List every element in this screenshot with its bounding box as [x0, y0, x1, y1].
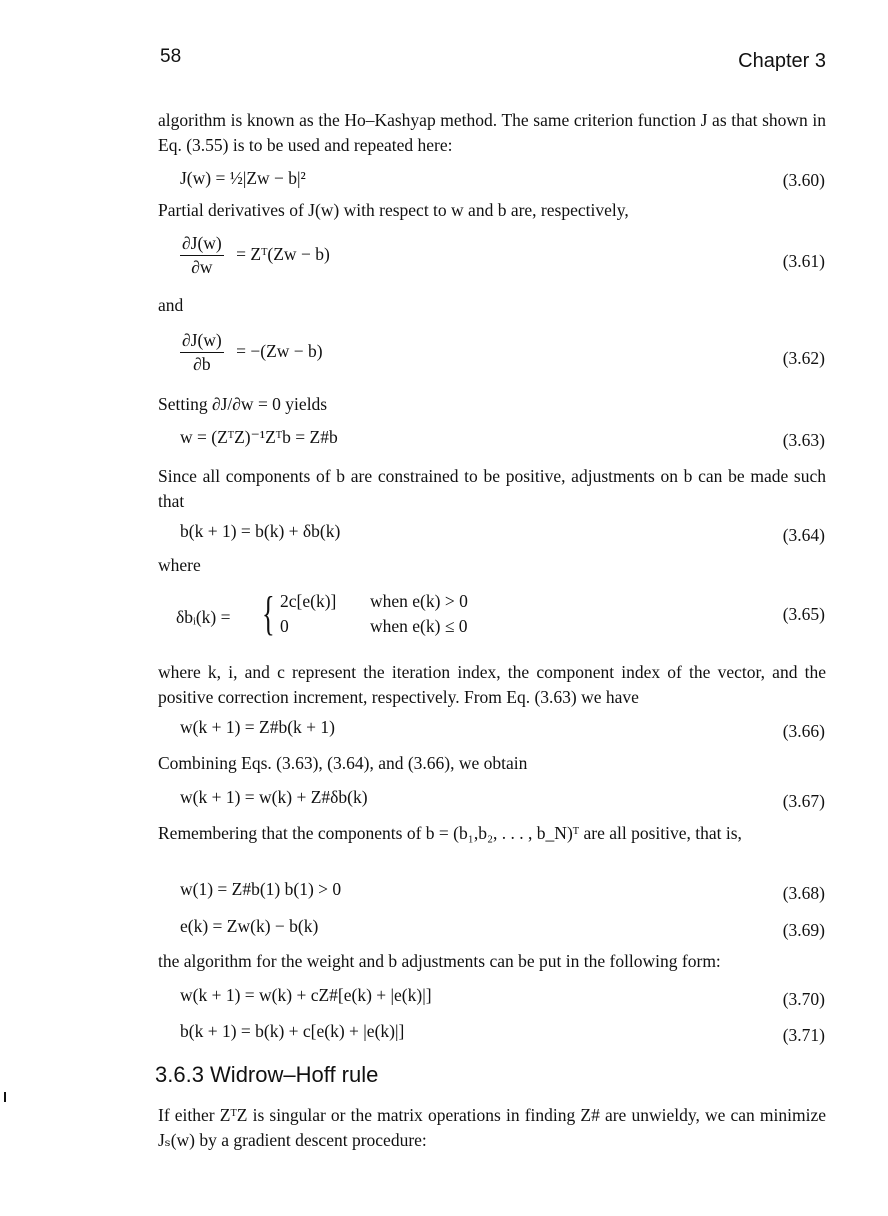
equation-number: (3.66) — [782, 721, 825, 741]
section-heading: 3.6.3 Widrow–Hoff rule — [155, 1062, 379, 1087]
case-condition: when e(k) ≤ 0 — [370, 616, 468, 636]
equation-number: (3.68) — [782, 883, 825, 903]
paragraph: Remembering that the components of b = (b₁,b₂, . . . , b_N)ᵀ are all positive, that is, — [158, 823, 742, 843]
left-brace: { — [262, 587, 275, 640]
equation: J(w) = ½|Zw − b|² — [180, 168, 306, 188]
paragraph: Since all components of b are constrained to be positive, adjustments on b can be made such that — [158, 466, 826, 511]
equation-rhs: = −(Zw − b) — [236, 340, 323, 361]
fraction-numerator: ∂J(w) — [180, 233, 224, 256]
equation-number: (3.71) — [782, 1025, 825, 1045]
fraction-denominator: ∂w — [191, 257, 213, 277]
equation: b(k + 1) = b(k) + δb(k) — [180, 521, 341, 541]
paragraph: Combining Eqs. (3.63), (3.64), and (3.66), we obtain — [158, 753, 528, 773]
equation — [180, 330, 323, 375]
equation: b(k + 1) = b(k) + c[e(k) + |e(k)|] — [180, 1021, 405, 1041]
equation: w(k + 1) = w(k) + cZ#[e(k) + |e(k)|] — [180, 985, 432, 1005]
paragraph: algorithm is known as the Ho–Kashyap method. The same criterion function J as that shown in Eq. (3.55) is to be used and repeated here: — [158, 110, 826, 155]
paragraph: If either ZᵀZ is singular or the matrix operations in finding Z# are unwieldy, we can minimize Jₛ(w) by a gradient descent procedure: — [158, 1105, 826, 1150]
equation-number: (3.62) — [782, 348, 825, 368]
fraction — [180, 330, 224, 375]
equation-rhs: = Zᵀ(Zw − b) — [236, 243, 330, 264]
chapter-label: Chapter 3 — [738, 50, 826, 72]
equation: e(k) = Zw(k) − b(k) — [180, 916, 319, 936]
equation-number: (3.69) — [782, 920, 825, 940]
equation: w = (ZᵀZ)⁻¹Zᵀb = Z#b — [180, 427, 338, 447]
margin-mark — [4, 1092, 6, 1102]
equation-number: (3.60) — [782, 170, 825, 190]
paragraph: the algorithm for the weight and b adjustments can be put in the following form: — [158, 951, 721, 971]
equation-number: (3.61) — [782, 251, 825, 271]
equation — [180, 233, 330, 278]
piecewise-equation — [176, 589, 536, 645]
fraction-denominator: ∂b — [193, 354, 211, 374]
equation-number: (3.64) — [782, 525, 825, 545]
fraction-numerator: ∂J(w) — [180, 330, 224, 353]
equation-number: (3.70) — [782, 989, 825, 1009]
connector-text: where — [158, 555, 201, 575]
equation: w(k + 1) = Z#b(k + 1) — [180, 717, 335, 737]
equation: w(k + 1) = w(k) + Z#δb(k) — [180, 787, 368, 807]
equation-number: (3.67) — [782, 791, 825, 811]
case-condition: when e(k) > 0 — [370, 591, 468, 611]
case-value: 0 — [280, 616, 289, 636]
paragraph: where k, i, and c represent the iteration index, the component index of the vector, and the positive correction increment, respectively. From Eq. (3.63) we have — [158, 662, 826, 707]
connector-text: and — [158, 295, 184, 315]
paragraph: Setting ∂J/∂w = 0 yields — [158, 394, 328, 414]
equation: w(1) = Z#b(1) b(1) > 0 — [180, 879, 342, 899]
equation-number: (3.63) — [782, 430, 825, 450]
fraction — [180, 233, 224, 278]
piecewise-lhs: δbᵢ(k) = — [176, 607, 231, 627]
equation-number: (3.65) — [782, 604, 825, 624]
case-value: 2c[e(k)] — [280, 591, 337, 611]
page-number: 58 — [160, 46, 182, 67]
paragraph: Partial derivatives of J(w) with respect to w and b are, respectively, — [158, 200, 629, 220]
